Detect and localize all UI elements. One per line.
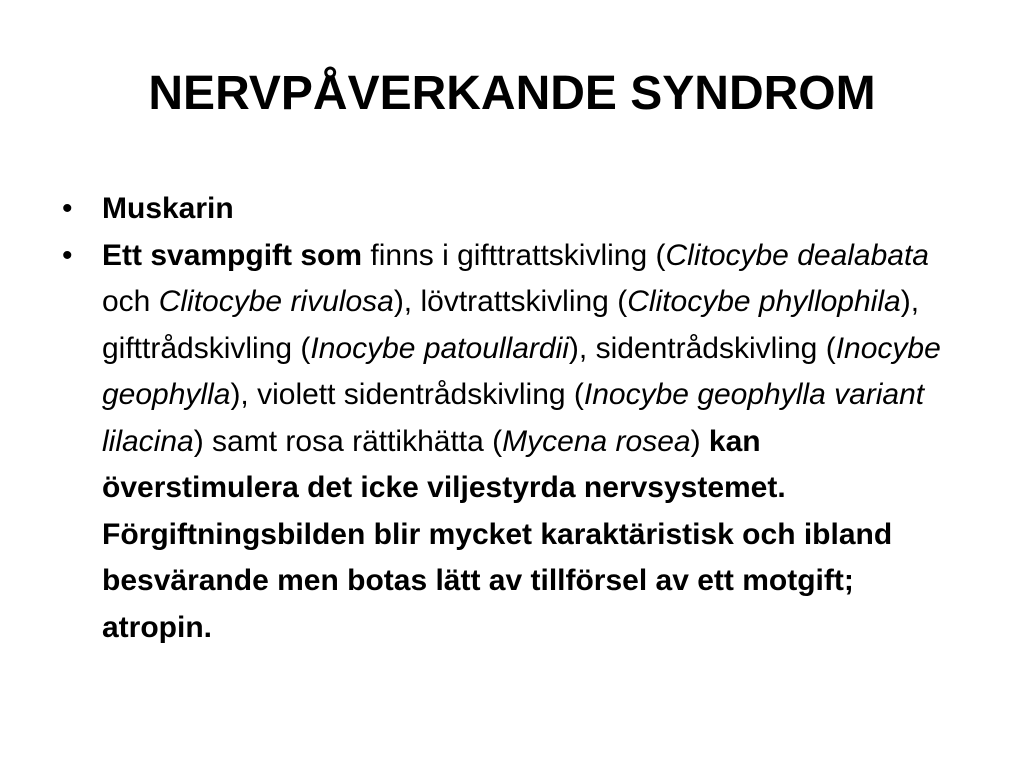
species-name: Inocybe geophylla variant lilacina (102, 378, 925, 458)
bullet-list (58, 186, 958, 651)
species-name: Inocybe geophylla (102, 331, 941, 411)
bullet-text: Muskarin (102, 192, 234, 225)
bullet-item-description (58, 233, 958, 652)
text-run: och (102, 285, 159, 318)
species-name: Clitocybe rivulosa (158, 285, 394, 318)
text-run: kan överstimulera det icke viljestyrda nervsystemet. Förgiftningsbilden blir mycket karaktäristisk och ibland besvärande men botas lätt av tillförsel av ett motgift; atropin. (102, 424, 893, 644)
bullet-icon: • (62, 192, 73, 225)
text-run: ), sidentrådskivling ( (568, 331, 836, 365)
text-run: Ett svampgift som (102, 238, 363, 272)
slide-title: NERVPÅVERKANDE SYNDROM (148, 67, 876, 120)
text-run: ), violett sidentrådskivling ( (230, 378, 584, 411)
text-run: ) (690, 424, 709, 458)
text-run: finns i gifttrattskivling ( (362, 238, 666, 272)
species-name: Inocybe patoullardii (310, 331, 569, 365)
species-name: Mycena rosea (502, 424, 691, 458)
species-name: Clitocybe dealabata (665, 238, 929, 272)
text-run: ), gifttrådskivling ( (102, 285, 920, 365)
text-run: ), lövtrattskivling ( (393, 285, 628, 318)
text-run: ) samt rosa rättikhätta ( (193, 424, 503, 458)
bullet-item-muskarin (58, 186, 958, 233)
bullet-icon: • (62, 238, 73, 272)
species-name: Clitocybe phyllophila (627, 285, 901, 318)
